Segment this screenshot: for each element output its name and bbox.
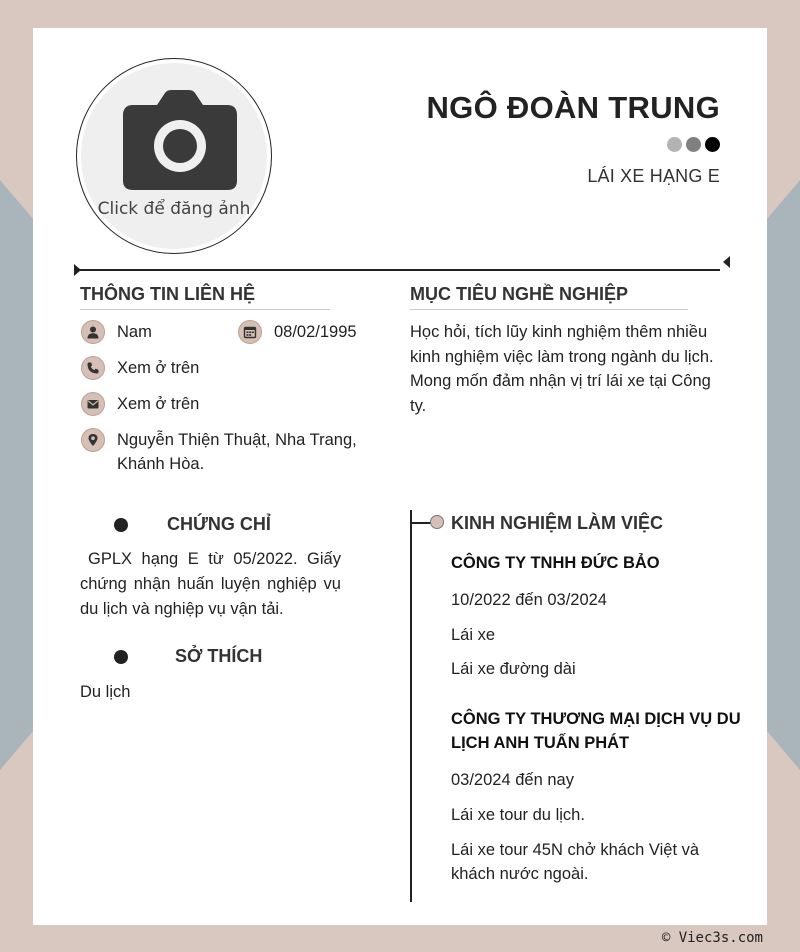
job-1-company: CÔNG TY TNHH ĐỨC BẢO (451, 554, 660, 572)
objective-title-underline (410, 309, 688, 310)
hobbies-bullet (114, 650, 128, 664)
contact-address (81, 428, 381, 476)
experience-timeline-line (410, 510, 412, 902)
job-2-description: Lái xe tour 45N chở khách Việt và khách nước ngoài. (451, 841, 700, 883)
experience-timeline-connector (410, 522, 432, 524)
experience-timeline-dot (430, 515, 444, 529)
certificates-section-title: CHỨNG CHỈ (167, 514, 271, 534)
contact-gender (81, 320, 152, 344)
header-divider (78, 269, 720, 271)
job-2-position: Lái xe tour du lịch. (451, 806, 585, 824)
certificates-text: GPLX hạng E từ 05/2022. Giấy chứng nhận huấn luyện nghiệp vụ du lịch và nghiệp vụ vận tải. (80, 550, 341, 618)
birthday-value: 08/02/1995 (274, 323, 357, 341)
camera-icon (123, 89, 237, 191)
phone-icon (81, 356, 105, 380)
job-title: LÁI XE HẠNG E (587, 166, 720, 186)
copyright-footer: © Viec3s.com (661, 930, 763, 946)
hobbies-section-title: SỞ THÍCH (175, 646, 263, 666)
dot-medium (686, 137, 701, 152)
certificates-bullet (114, 518, 128, 532)
address-value: Nguyễn Thiện Thuật, Nha Trang, Khánh Hòa. (117, 431, 357, 473)
job-2-period: 03/2024 đến nay (451, 771, 574, 789)
rating-dots (667, 137, 720, 152)
objective-text: Học hỏi, tích lũy kinh nghiệm thêm nhiều kinh nghiệm việc làm trong ngành du lịch. Mong mốn đảm nhận vị trí lái xe tại Công ty. (410, 323, 714, 415)
job-1-period: 10/2022 đến 03/2024 (451, 591, 607, 609)
job-1-position: Lái xe (451, 626, 496, 644)
divider-arrow-right (723, 256, 730, 268)
candidate-name: NGÔ ĐOÀN TRUNG (426, 90, 720, 125)
person-icon (81, 320, 105, 344)
gender-value: Nam (117, 323, 152, 341)
email-value: Xem ở trên (117, 395, 200, 413)
avatar-upload[interactable] (76, 58, 272, 254)
avatar-placeholder[interactable] (81, 63, 267, 249)
contact-title-underline (80, 309, 330, 310)
experience-section-title: KINH NGHIỆM LÀM VIỆC (451, 513, 664, 533)
calendar-icon (238, 320, 262, 344)
dot-light (667, 137, 682, 152)
phone-value: Xem ở trên (117, 359, 200, 377)
location-pin-icon (81, 428, 105, 452)
objective-section-title: MỤC TIÊU NGHỀ NGHIỆP (410, 284, 629, 304)
contact-section-title: THÔNG TIN LIÊN HỆ (80, 284, 255, 304)
job-1-description: Lái xe đường dài (451, 660, 576, 678)
contact-email (81, 392, 199, 416)
envelope-icon (81, 392, 105, 416)
job-2-company: CÔNG TY THƯƠNG MẠI DỊCH VỤ DU LỊCH ANH TUẤN PHÁT (451, 710, 741, 752)
contact-phone (81, 356, 199, 380)
contact-birthday (238, 320, 357, 344)
avatar-upload-label: Click để đăng ảnh (97, 199, 251, 219)
hobbies-text: Du lịch (80, 683, 131, 701)
dot-dark (705, 137, 720, 152)
